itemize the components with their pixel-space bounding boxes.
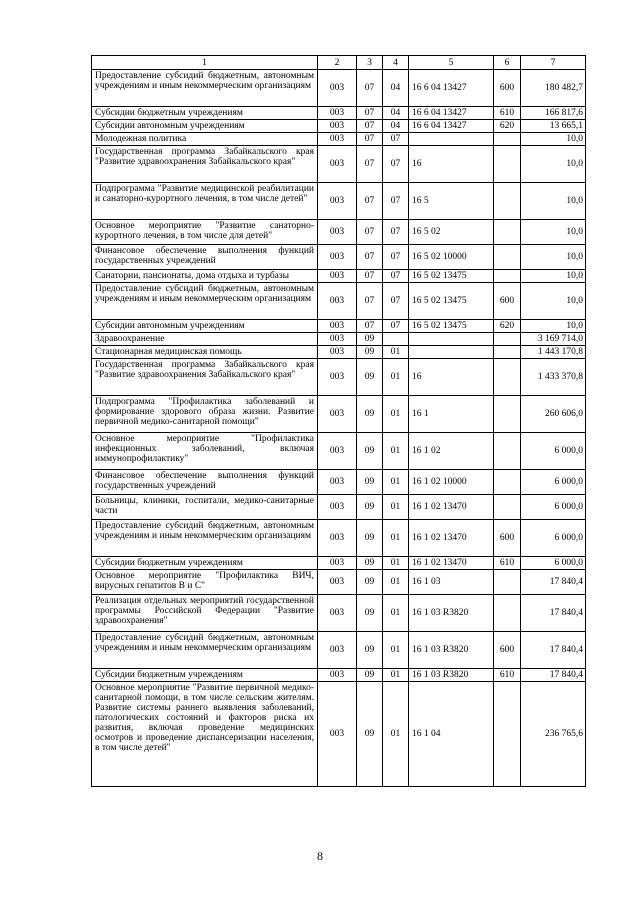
subsection-cell: 01 — [383, 396, 409, 433]
subsection-cell: 04 — [383, 70, 409, 107]
page-number: 8 — [317, 849, 323, 863]
target-article-cell: 16 1 02 — [409, 433, 494, 470]
budget-table-body — [92, 56, 586, 787]
ministry-code-cell: 003 — [318, 669, 357, 682]
column-number-header: 7 — [521, 56, 586, 70]
ministry-code-cell: 003 — [318, 433, 357, 470]
table-row — [92, 632, 586, 669]
expense-type-cell — [494, 270, 521, 283]
ministry-code-cell: 003 — [318, 557, 357, 570]
expense-type-cell — [494, 570, 521, 595]
item-name-cell: Предоставление субсидий бюджетным, автономным учреждениям и иным некоммерческим организациям — [92, 283, 318, 320]
table-row — [92, 346, 586, 359]
amount-cell: 10,0 — [521, 245, 586, 270]
subsection-cell: 01 — [383, 359, 409, 396]
expense-type-cell — [494, 133, 521, 146]
expense-type-cell — [494, 346, 521, 359]
ministry-code-cell: 003 — [318, 245, 357, 270]
item-name-cell: Субсидии автономным учреждениям — [92, 120, 318, 133]
section-cell: 09 — [357, 595, 383, 632]
item-name-cell: Основное мероприятие "Профилактика ВИЧ, вирусных гепатитов В и С" — [92, 570, 318, 595]
ministry-code-cell: 003 — [318, 146, 357, 183]
target-article-cell: 16 1 02 13470 — [409, 520, 494, 557]
target-article-cell: 16 5 02 13475 — [409, 270, 494, 283]
section-cell: 09 — [357, 570, 383, 595]
target-article-cell: 16 5 02 13475 — [409, 283, 494, 320]
expense-type-cell: 620 — [494, 120, 521, 133]
table-row — [92, 70, 586, 107]
subsection-cell: 01 — [383, 346, 409, 359]
section-cell: 09 — [357, 557, 383, 570]
table-row — [92, 320, 586, 333]
target-article-cell: 16 1 — [409, 396, 494, 433]
budget-table-sheet — [91, 55, 585, 787]
subsection-cell: 01 — [383, 595, 409, 632]
target-article-cell: 16 6 04 13427 — [409, 120, 494, 133]
amount-cell: 6 000,0 — [521, 470, 586, 495]
ministry-code-cell: 003 — [318, 632, 357, 669]
subsection-cell: 01 — [383, 520, 409, 557]
item-name-cell: Больницы, клиники, госпитали, медико-санитарные части — [92, 495, 318, 520]
amount-cell: 260 606,0 — [521, 396, 586, 433]
section-cell: 09 — [357, 632, 383, 669]
table-header-row — [92, 56, 586, 70]
table-row — [92, 495, 586, 520]
column-number-header: 5 — [409, 56, 494, 70]
expense-type-cell — [494, 682, 521, 787]
ministry-code-cell: 003 — [318, 495, 357, 520]
item-name-cell: Финансовое обеспечение выполнения функций государственных учреждений — [92, 245, 318, 270]
column-number-header: 2 — [318, 56, 357, 70]
target-article-cell: 16 6 04 13427 — [409, 107, 494, 120]
subsection-cell: 07 — [383, 283, 409, 320]
subsection-cell: 01 — [383, 495, 409, 520]
expense-type-cell — [494, 146, 521, 183]
item-name-cell: Предоставление субсидий бюджетным, автономным учреждениям и иным некоммерческим организациям — [92, 520, 318, 557]
ministry-code-cell: 003 — [318, 396, 357, 433]
section-cell: 09 — [357, 359, 383, 396]
section-cell: 07 — [357, 133, 383, 146]
section-cell: 09 — [357, 495, 383, 520]
target-article-cell — [409, 333, 494, 346]
amount-cell: 17 840,4 — [521, 570, 586, 595]
expense-type-cell: 610 — [494, 107, 521, 120]
amount-cell: 13 665,1 — [521, 120, 586, 133]
amount-cell: 6 000,0 — [521, 557, 586, 570]
target-article-cell: 16 5 — [409, 183, 494, 220]
target-article-cell: 16 6 04 13427 — [409, 70, 494, 107]
table-row — [92, 245, 586, 270]
item-name-cell: Подпрограмма "Профилактика заболеваний и формирование здорового образа жизни. Развитие первичной медико-санитарной помощи" — [92, 396, 318, 433]
column-number-header: 3 — [357, 56, 383, 70]
item-name-cell: Предоставление субсидий бюджетным, автономным учреждениям и иным некоммерческим организациям — [92, 70, 318, 107]
table-row — [92, 107, 586, 120]
expense-type-cell — [494, 333, 521, 346]
amount-cell: 166 817,6 — [521, 107, 586, 120]
ministry-code-cell: 003 — [318, 283, 357, 320]
section-cell: 09 — [357, 333, 383, 346]
subsection-cell: 01 — [383, 433, 409, 470]
ministry-code-cell: 003 — [318, 470, 357, 495]
item-name-cell: Субсидии бюджетным учреждениям — [92, 107, 318, 120]
subsection-cell: 07 — [383, 270, 409, 283]
expense-type-cell — [494, 595, 521, 632]
section-cell: 09 — [357, 470, 383, 495]
item-name-cell: Предоставление субсидий бюджетным, автономным учреждениям и иным некоммерческим организациям — [92, 632, 318, 669]
amount-cell: 3 169 714,0 — [521, 333, 586, 346]
table-row — [92, 520, 586, 557]
item-name-cell: Здравоохранение — [92, 333, 318, 346]
amount-cell: 10,0 — [521, 146, 586, 183]
expense-type-cell — [494, 245, 521, 270]
table-row — [92, 669, 586, 682]
item-name-cell: Подпрограмма "Развитие медицинской реабилитации и санаторно-курортного лечения, в том числе детей" — [92, 183, 318, 220]
section-cell: 09 — [357, 669, 383, 682]
item-name-cell: Реализация отдельных мероприятий государственной программы Российской Федерации "Развитие здравоохранения" — [92, 595, 318, 632]
item-name-cell: Основное мероприятие "Развитие санаторно-курортного лечения, в том числе для детей" — [92, 220, 318, 245]
section-cell: 07 — [357, 70, 383, 107]
table-row — [92, 283, 586, 320]
amount-cell: 6 000,0 — [521, 495, 586, 520]
column-number-header: 4 — [383, 56, 409, 70]
subsection-cell: 01 — [383, 557, 409, 570]
ministry-code-cell: 003 — [318, 346, 357, 359]
section-cell: 09 — [357, 346, 383, 359]
table-row — [92, 470, 586, 495]
expense-type-cell: 610 — [494, 557, 521, 570]
target-article-cell: 16 1 04 — [409, 682, 494, 787]
amount-cell: 10,0 — [521, 283, 586, 320]
expense-type-cell: 600 — [494, 283, 521, 320]
item-name-cell: Субсидии бюджетным учреждениям — [92, 557, 318, 570]
table-row — [92, 359, 586, 396]
table-row — [92, 396, 586, 433]
target-article-cell: 16 5 02 — [409, 220, 494, 245]
expense-type-cell — [494, 433, 521, 470]
subsection-cell: 01 — [383, 632, 409, 669]
item-name-cell: Основное мероприятие "Развитие первичной медико-санитарной помощи, в том числе сельским жителям. Развитие системы раннего выявления заболеваний, патологических состояний и факторов риска их развития, включая проведение медицинских осмотров и проведение диспансеризации населения, в том числе детей" — [92, 682, 318, 787]
table-row — [92, 270, 586, 283]
subsection-cell: 07 — [383, 320, 409, 333]
table-row — [92, 595, 586, 632]
target-article-cell — [409, 133, 494, 146]
expense-type-cell — [494, 495, 521, 520]
ministry-code-cell: 003 — [318, 133, 357, 146]
expense-type-cell: 600 — [494, 520, 521, 557]
amount-cell: 17 840,4 — [521, 669, 586, 682]
section-cell: 07 — [357, 146, 383, 183]
ministry-code-cell: 003 — [318, 107, 357, 120]
item-name-cell: Основное мероприятие "Профилактика инфекционных заболеваний, включая иммунопрофилактику" — [92, 433, 318, 470]
table-row — [92, 333, 586, 346]
amount-cell: 10,0 — [521, 270, 586, 283]
amount-cell: 236 765,6 — [521, 682, 586, 787]
ministry-code-cell: 003 — [318, 120, 357, 133]
section-cell: 07 — [357, 283, 383, 320]
amount-cell: 10,0 — [521, 320, 586, 333]
subsection-cell — [383, 333, 409, 346]
target-article-cell: 16 5 02 13475 — [409, 320, 494, 333]
table-row — [92, 682, 586, 787]
ministry-code-cell: 003 — [318, 183, 357, 220]
section-cell: 07 — [357, 183, 383, 220]
ministry-code-cell: 003 — [318, 70, 357, 107]
target-article-cell: 16 1 03 R3820 — [409, 632, 494, 669]
ministry-code-cell: 003 — [318, 520, 357, 557]
ministry-code-cell: 003 — [318, 320, 357, 333]
amount-cell: 17 840,4 — [521, 595, 586, 632]
section-cell: 07 — [357, 107, 383, 120]
expense-type-cell: 600 — [494, 70, 521, 107]
item-name-cell: Государственная программа Забайкальского края "Развитие здравоохранения Забайкальского края" — [92, 359, 318, 396]
expense-type-cell: 620 — [494, 320, 521, 333]
item-name-cell: Финансовое обеспечение выполнения функций государственных учреждений — [92, 470, 318, 495]
ministry-code-cell: 003 — [318, 270, 357, 283]
amount-cell: 10,0 — [521, 220, 586, 245]
target-article-cell — [409, 346, 494, 359]
subsection-cell: 07 — [383, 133, 409, 146]
amount-cell: 180 482,7 — [521, 70, 586, 107]
target-article-cell: 16 1 03 — [409, 570, 494, 595]
subsection-cell: 01 — [383, 470, 409, 495]
section-cell: 09 — [357, 396, 383, 433]
item-name-cell: Государственная программа Забайкальского края "Развитие здравоохранения Забайкальского края" — [92, 146, 318, 183]
table-row — [92, 570, 586, 595]
amount-cell: 10,0 — [521, 133, 586, 146]
table-row — [92, 557, 586, 570]
target-article-cell: 16 1 02 13470 — [409, 557, 494, 570]
ministry-code-cell: 003 — [318, 570, 357, 595]
column-number-header: 6 — [494, 56, 521, 70]
subsection-cell: 04 — [383, 107, 409, 120]
expense-type-cell: 610 — [494, 669, 521, 682]
subsection-cell: 01 — [383, 669, 409, 682]
ministry-code-cell: 003 — [318, 220, 357, 245]
section-cell: 07 — [357, 220, 383, 245]
item-name-cell: Субсидии автономным учреждениям — [92, 320, 318, 333]
expense-type-cell — [494, 470, 521, 495]
amount-cell: 17 840,4 — [521, 632, 586, 669]
target-article-cell: 16 1 02 10000 — [409, 470, 494, 495]
target-article-cell: 16 — [409, 146, 494, 183]
amount-cell: 1 443 170,8 — [521, 346, 586, 359]
ministry-code-cell: 003 — [318, 359, 357, 396]
section-cell: 09 — [357, 682, 383, 787]
section-cell: 07 — [357, 120, 383, 133]
subsection-cell: 07 — [383, 245, 409, 270]
target-article-cell: 16 1 02 13470 — [409, 495, 494, 520]
target-article-cell: 16 — [409, 359, 494, 396]
table-row — [92, 220, 586, 245]
ministry-code-cell: 003 — [318, 682, 357, 787]
subsection-cell: 04 — [383, 120, 409, 133]
section-cell: 09 — [357, 433, 383, 470]
amount-cell: 1 433 370,8 — [521, 359, 586, 396]
table-row — [92, 133, 586, 146]
expense-type-cell — [494, 183, 521, 220]
section-cell: 09 — [357, 520, 383, 557]
column-number-header: 1 — [92, 56, 318, 70]
ministry-code-cell: 003 — [318, 595, 357, 632]
item-name-cell: Стационарная медицинская помощь — [92, 346, 318, 359]
amount-cell: 6 000,0 — [521, 520, 586, 557]
expense-type-cell: 600 — [494, 632, 521, 669]
expense-type-cell — [494, 359, 521, 396]
table-row — [92, 183, 586, 220]
section-cell: 07 — [357, 270, 383, 283]
target-article-cell: 16 1 03 R3820 — [409, 669, 494, 682]
subsection-cell: 01 — [383, 570, 409, 595]
item-name-cell: Молодежная политика — [92, 133, 318, 146]
amount-cell: 6 000,0 — [521, 433, 586, 470]
expense-type-cell — [494, 396, 521, 433]
subsection-cell: 07 — [383, 183, 409, 220]
budget-table — [91, 55, 586, 787]
ministry-code-cell: 003 — [318, 333, 357, 346]
section-cell: 07 — [357, 320, 383, 333]
subsection-cell: 07 — [383, 146, 409, 183]
table-row — [92, 146, 586, 183]
table-row — [92, 433, 586, 470]
target-article-cell: 16 5 02 10000 — [409, 245, 494, 270]
target-article-cell: 16 1 03 R3820 — [409, 595, 494, 632]
subsection-cell: 01 — [383, 682, 409, 787]
subsection-cell: 07 — [383, 220, 409, 245]
table-row — [92, 120, 586, 133]
expense-type-cell — [494, 220, 521, 245]
section-cell: 07 — [357, 245, 383, 270]
item-name-cell: Субсидии бюджетным учреждениям — [92, 669, 318, 682]
amount-cell: 10,0 — [521, 183, 586, 220]
item-name-cell: Санатории, пансионаты, дома отдыха и турбазы — [92, 270, 318, 283]
